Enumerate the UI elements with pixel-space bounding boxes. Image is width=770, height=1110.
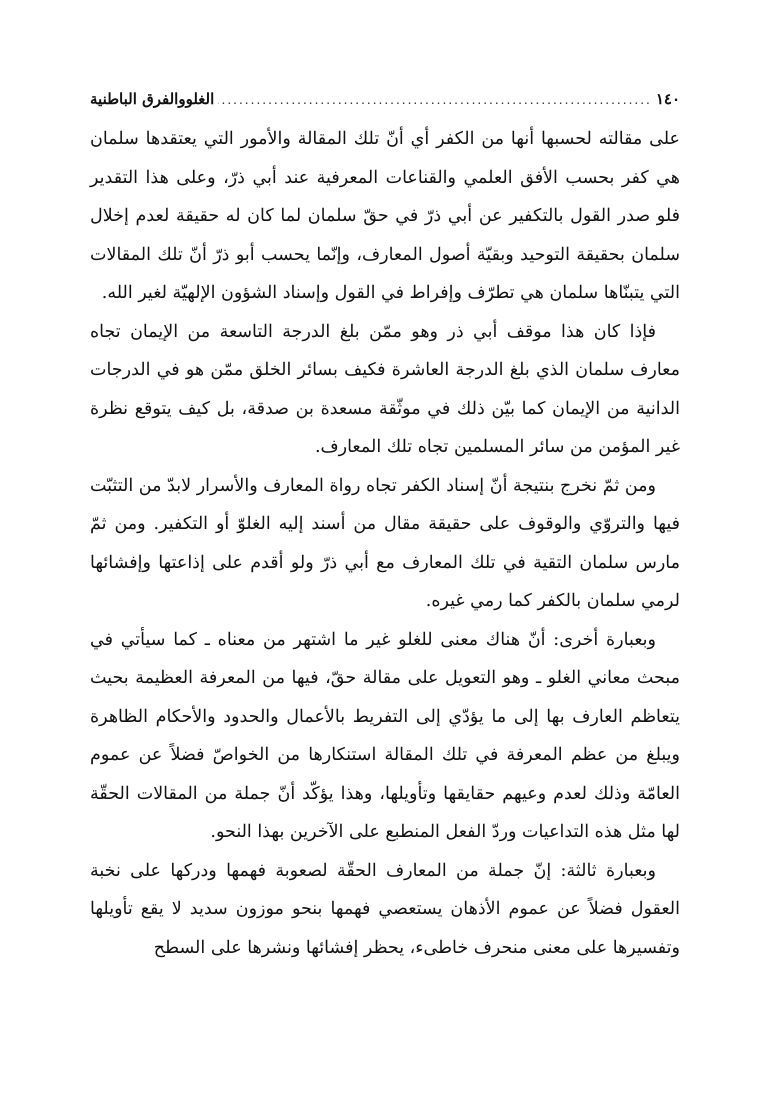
paragraph-3: ومن ثمّ نخرج بنتيجة أنّ إسناد الكفر تجاه رواة المعارف والأسرار لابدّ من التثبّت فيها والتروّي والوقوف على حقيقة مقال من أسند إليه الغلوّ أو التكفير. ومن ثمّ مارس سلمان التقية في تلك المعارف مع أبي ذرّ ولو أقدم على إذاعتها وإفشائها لرمي سلمان بالكفر كما رمي غيره. xyxy=(90,475,680,611)
paragraph-4: وبعبارة أخرى: أنّ هناك معنى للغلو غير ما اشتهر من معناه ـ كما سيأتي في مبحث معاني الغلو ـ وهو التعويل على مقالة حقّ، فيها من المعرفة العظيمة بحيث يتعاظم العارف بها إلى ما يؤدّي إلى التفريط بالأعمال والحدود والأحكام الظاهرة ويبلغ من عظم المعرفة في تلك المقالة استنكارها من الخواصّ فضلاً عن عموم العامّة وذلك لعدم وعيهم حقايقها وتأويلها، وهذا يؤكّد أنّ جملة من المقالات الحقّة لها مثل هذه التداعيات وردّ الفعل المنطبع على الآخرين بهذا النحو. xyxy=(90,629,680,842)
book-title: الغلووالفرق الباطنية xyxy=(90,90,215,108)
header-dot-leader xyxy=(218,94,652,106)
paragraph-5: وبعبارة ثالثة: إنّ جملة من المعارف الحقّة لصعوبة فهمها ودركها على نخبة العقول فضلاً عن عموم الأذهان يستعصي فهمها بنحو موزون سديد لا يقع تأويلها وتفسيرها على معنى منحرف خاطىء، يحظر إفشائها ونشرها على السطح xyxy=(90,860,680,958)
paragraph-1: على مقالته لحسبها أنها من الكفر أي أنّ تلك المقالة والأمور التي يعتقدها سلمان هي كفر بحسب الأفق العلمي والقناعات المعرفية عند أبي ذرّ، وعلى هذا التقدير فلو صدر القول بالتكفير عن أبي ذرّ في حقّ سلمان لما كان له حقيقة لعدم إخلال سلمان بحقيقة التوحيد وبقيّة أصول المعارف، وإنّما يحسب أبو ذرّ أنّ تلك المقالات التي يتبنّاها سلمان هي تطرّف وإفراط في القول وإسناد الشؤون الإلهيّة لغير الله. xyxy=(90,129,680,303)
body-text xyxy=(90,120,680,967)
paragraph-2: فإذا كان هذا موقف أبي ذر وهو ممّن بلغ الدرجة التاسعة من الإيمان تجاه معارف سلمان الذي بلغ الدرجة العاشرة فكيف بسائر الخلق ممّن هو في الدرجات الدانية من الإيمان كما بيّن ذلك في موثّقة مسعدة بن صدقة، بل كيف يتوقع نظرة غير المؤمن من سائر المسلمين تجاه تلك المعارف. xyxy=(90,321,680,457)
page-number: ١٤٠ xyxy=(655,90,680,108)
running-header xyxy=(90,90,680,112)
